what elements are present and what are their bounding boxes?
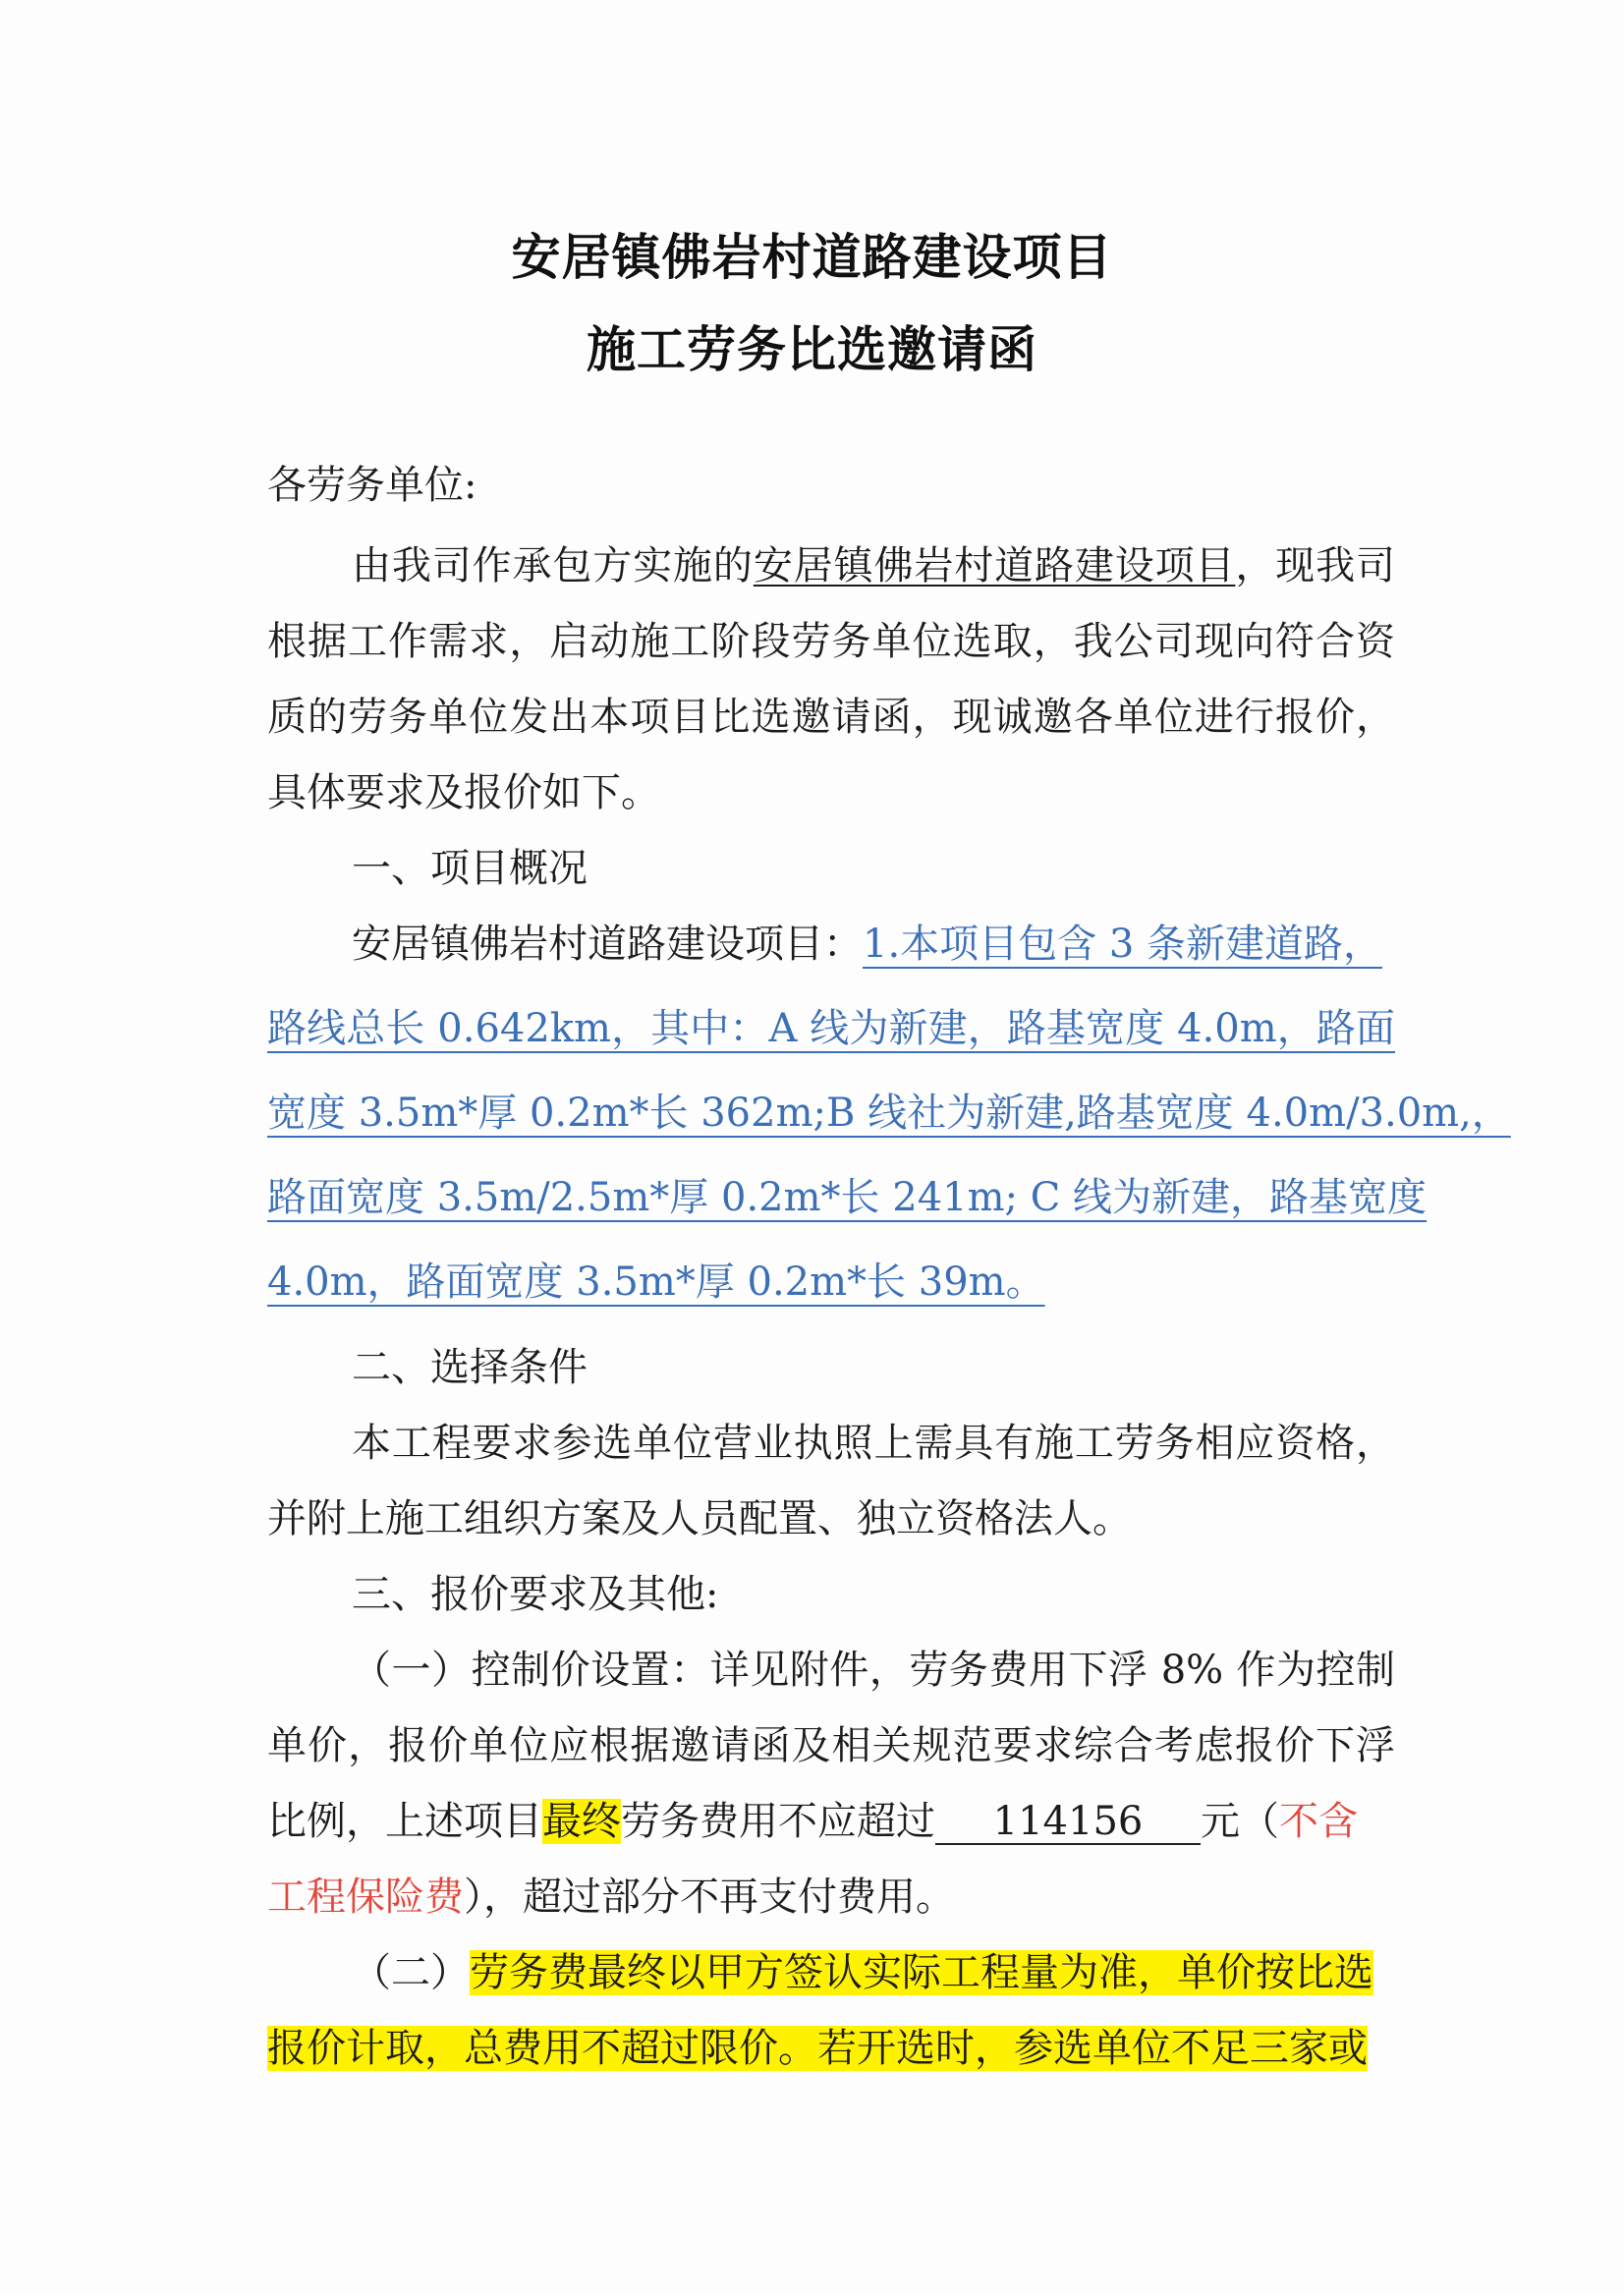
intro-line-3: 质的劳务单位发出本项目比选邀请函，现诚邀各单位进行报价， <box>267 695 1395 740</box>
document-title-line2: 施工劳务比选邀请函 <box>587 321 1037 378</box>
section3-p1-line-3: 比例，上述项目最终劳务费用不应超过 114156 元（不含 <box>267 1799 1358 1844</box>
intro-line-1: 由我司作承包方实施的安居镇佛岩村道路建设项目，现我司 <box>352 543 1396 588</box>
excludes-text-red: 不含 <box>1279 1799 1358 1844</box>
highlight-p2-line1: 劳务费最终以甲方签认实际工程量为准，单价按比选 <box>470 1950 1373 1995</box>
section3-p2-line-1: （二）劳务费最终以甲方签认实际工程量为准，单价按比选 <box>352 1950 1373 1995</box>
section2-heading: 二、选择条件 <box>352 1345 588 1390</box>
highlight-p2-line2: 报价计取，总费用不超过限价。若开选时，参选单位不足三家或 <box>267 2026 1368 2071</box>
section1-line-2: 路线总长 0.642km，其中：A 线为新建，路基宽度 4.0m，路面 <box>267 1006 1395 1051</box>
section1-line-3: 宽度 3.5m*厚 0.2m*长 362m;B 线社为新建,路基宽度 4.0m/3.0m,， <box>267 1091 1511 1136</box>
section2-line-2: 并附上施工组织方案及人员配置、独立资格法人。 <box>267 1496 1132 1541</box>
section3-p2-line-2 <box>267 2026 1368 2071</box>
section3-p1-line-4: 工程保险费），超过部分不再支付费用。 <box>267 1875 955 1920</box>
salutation: 各劳务单位: <box>267 463 477 508</box>
price-cap-amount: 114156 <box>935 1802 1201 1845</box>
document-title-line1: 安居镇佛岩村道路建设项目 <box>511 229 1113 286</box>
section1-line-1: 安居镇佛岩村道路建设项目：1.本项目包含 3 条新建道路， <box>352 922 1383 967</box>
intro-line-4: 具体要求及报价如下。 <box>267 770 660 815</box>
section3-p1-line-2: 单价，报价单位应根据邀请函及相关规范要求综合考虑报价下浮 <box>267 1723 1395 1768</box>
insurance-fee-red: 工程保险费 <box>267 1875 464 1920</box>
intro-line-2: 根据工作需求，启动施工阶段劳务单位选取，我公司现向符合资 <box>267 619 1395 664</box>
section1-line-4: 路面宽度 3.5m/2.5m*厚 0.2m*长 241m; C 线为新建，路基宽度 <box>267 1175 1428 1220</box>
section3-heading: 三、报价要求及其他: <box>352 1572 719 1617</box>
section1-heading: 一、项目概况 <box>352 846 588 891</box>
section3-p1-line-1: （一）控制价设置：详见附件，劳务费用下浮 8% 作为控制 <box>352 1648 1395 1693</box>
project-scope-blue: 1.本项目包含 3 条新建道路， <box>863 922 1383 967</box>
project-name-underlined: 安居镇佛岩村道路建设项目 <box>753 543 1236 588</box>
section2-line-1: 本工程要求参选单位营业执照上需具有施工劳务相应资格， <box>352 1421 1395 1466</box>
section1-line-5: 4.0m，路面宽度 3.5m*厚 0.2m*长 39m。 <box>267 1259 1045 1305</box>
highlight-final: 最终 <box>542 1799 621 1844</box>
